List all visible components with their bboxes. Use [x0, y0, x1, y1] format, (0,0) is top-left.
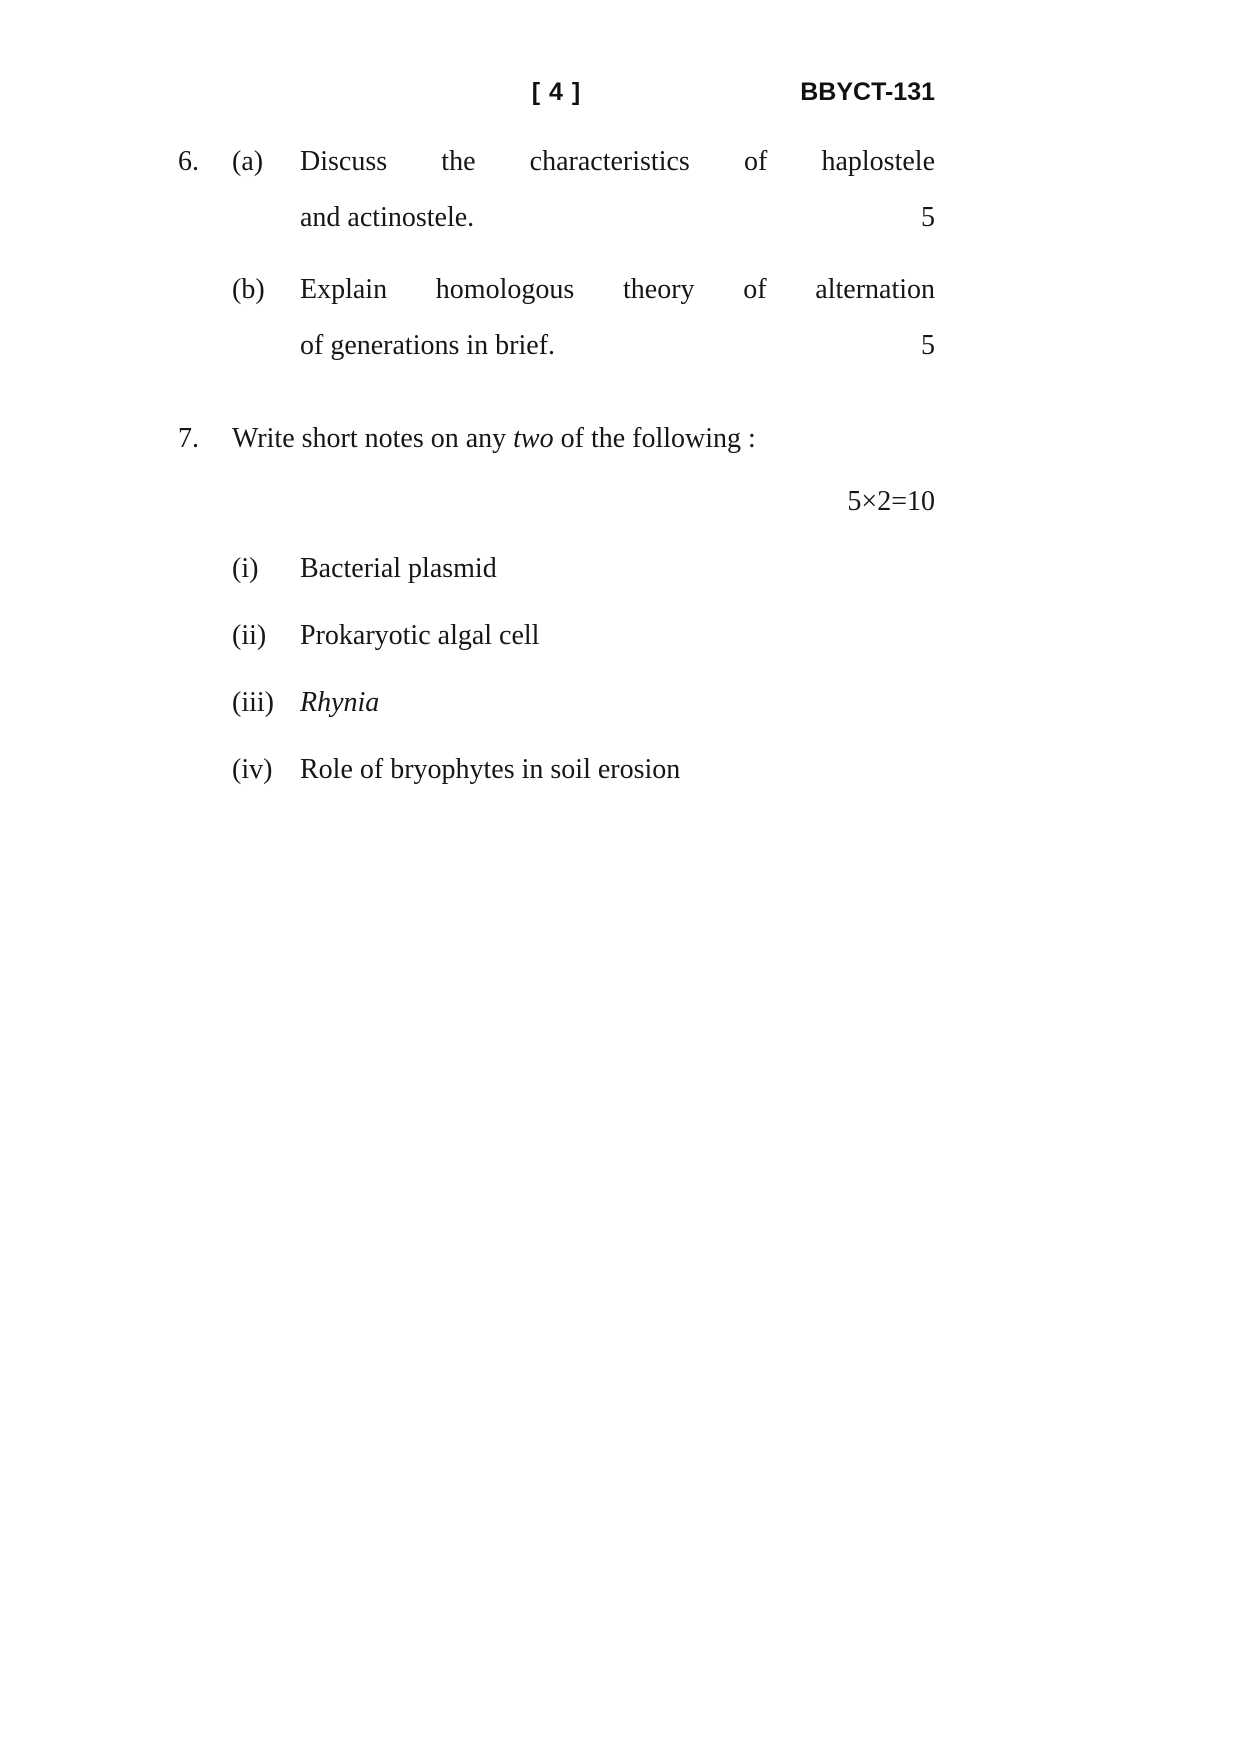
question-6b-line-1: Explain homologous theory of alternation: [300, 274, 935, 305]
question-6b-line-2-text: of generations in brief.: [300, 330, 556, 361]
question-6a-line-1: Discuss the characteristics of haplostele: [300, 146, 935, 177]
question-7-number: 7.: [178, 423, 199, 454]
question-7-item-iii-text: Rhynia: [300, 687, 380, 718]
question-7-stem: [232, 411, 935, 467]
question-6a-body: [300, 134, 935, 246]
question-6: [178, 134, 935, 390]
page-header: [178, 78, 935, 110]
paper-code: BBYCT-131: [800, 78, 935, 106]
question-7: [178, 411, 935, 798]
question-6a-line-2-text: and actinostele.: [300, 202, 475, 233]
question-7-item-ii-text: Prokaryotic algal cell: [300, 620, 540, 651]
question-6a-label: (a): [232, 146, 264, 177]
question-7-item-i: [232, 541, 935, 597]
question-7-item-iv-label: (iv): [232, 754, 273, 785]
question-6b-body: [300, 262, 935, 374]
question-7-item-iv: [232, 742, 935, 798]
question-7-body: [232, 411, 935, 798]
question-6a-line-2: [300, 190, 935, 246]
question-6a: [232, 134, 935, 246]
question-7-item-ii-label: (ii): [232, 620, 267, 651]
question-7-item-i-label: (i): [232, 553, 259, 584]
question-7-item-ii: [232, 608, 935, 664]
question-6b: [232, 262, 935, 374]
question-7-item-i-text: Bacterial plasmid: [300, 553, 497, 584]
question-6b-label: (b): [232, 274, 265, 305]
question-6a-marks: 5: [921, 202, 935, 233]
question-7-stem-italic: two: [513, 423, 554, 454]
question-7-item-iii-label: (iii): [232, 687, 274, 718]
question-6-parts: [232, 134, 935, 390]
question-7-item-iii: [232, 675, 935, 731]
page-number: [ 4 ]: [531, 78, 582, 106]
question-6b-marks: 5: [921, 330, 935, 361]
question-7-marks: 5×2=10: [847, 486, 935, 517]
question-7-item-iv-text: Role of bryophytes in soil erosion: [300, 754, 681, 785]
question-6b-line-2: [300, 318, 935, 374]
question-7-stem-pre: Write short notes on any: [232, 423, 514, 454]
question-6-number: 6.: [178, 146, 199, 177]
question-7-stem-post: of the following :: [553, 423, 756, 454]
